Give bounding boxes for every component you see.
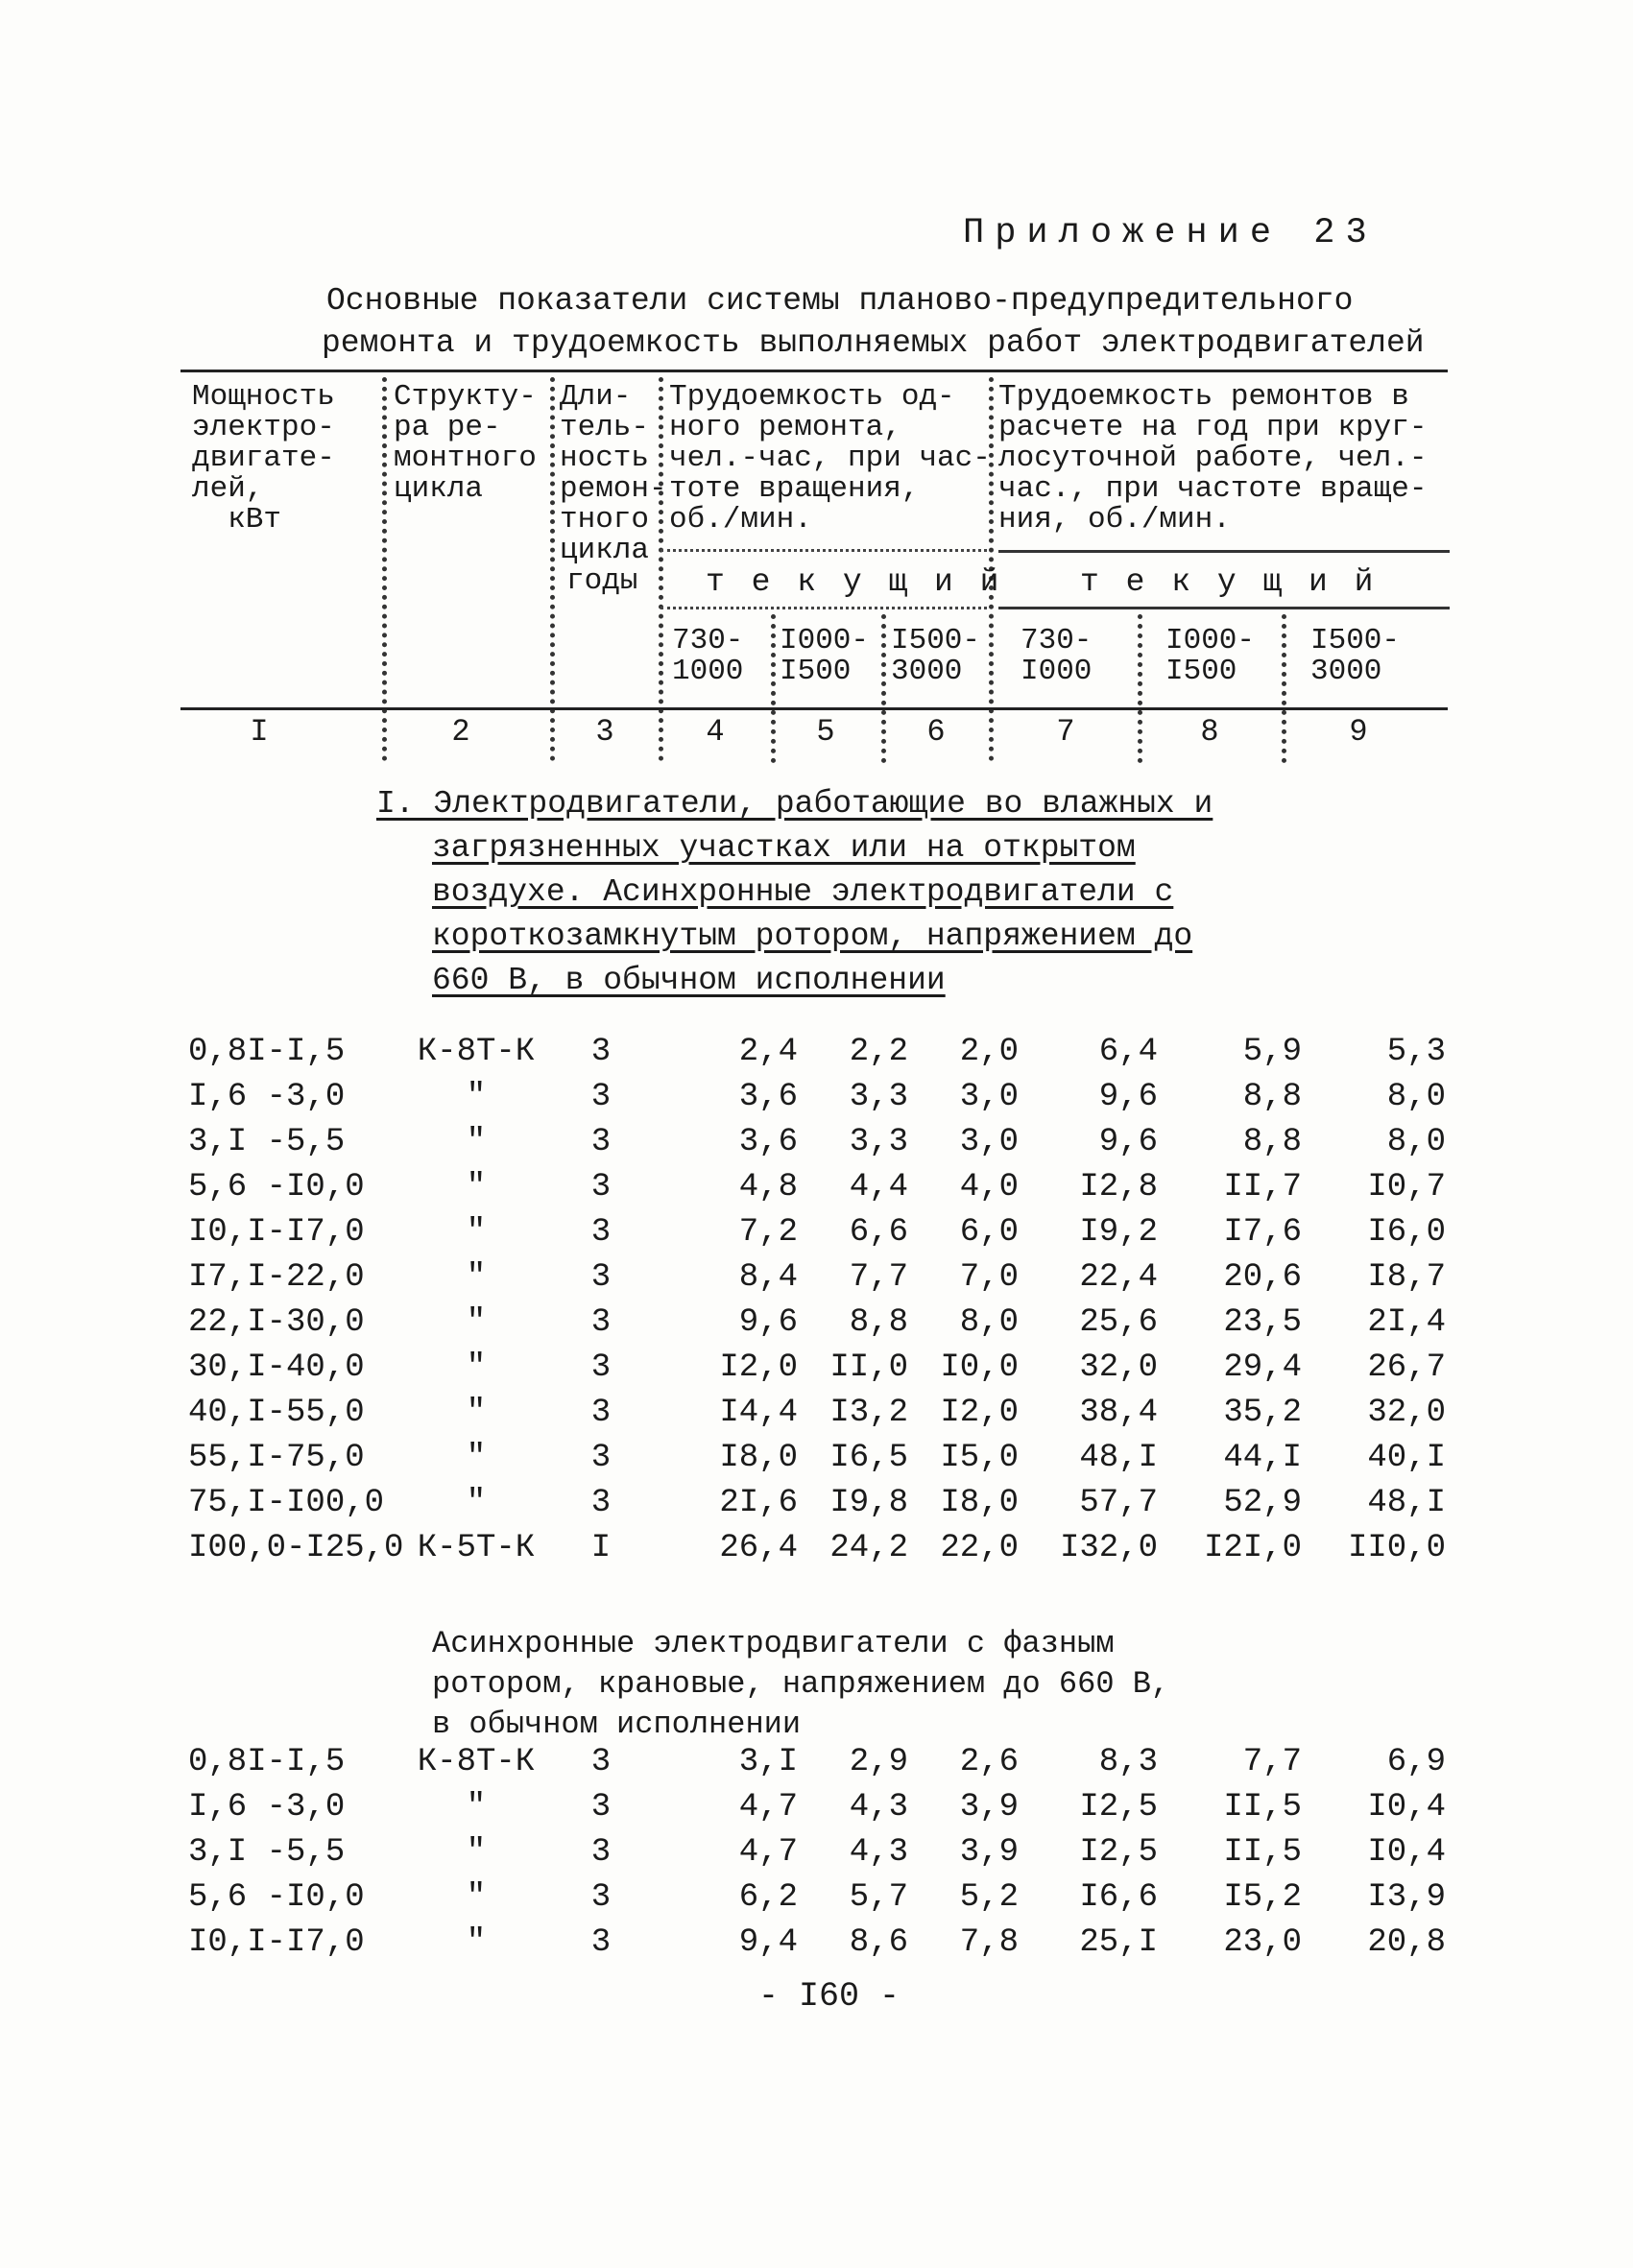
- column-number: 6: [926, 714, 946, 750]
- header-duration-units: годы: [566, 564, 638, 598]
- annual-1000-cell: II,7: [1223, 1168, 1302, 1206]
- labor-730-cell: 2,4: [738, 1033, 798, 1070]
- labor-1000-cell: 24,2: [829, 1529, 908, 1566]
- duration-cell: 3: [590, 1439, 612, 1476]
- labor-730-cell: 9,6: [738, 1303, 798, 1341]
- labor-1500-cell: I5,0: [940, 1439, 1019, 1476]
- annual-1000-cell: 8,8: [1242, 1078, 1302, 1115]
- structure-cell: ": [466, 1878, 487, 1916]
- structure-cell: К-8Т-К: [417, 1033, 536, 1070]
- labor-730-cell: 4,7: [738, 1833, 798, 1871]
- data-table-1: [188, 1029, 1446, 1570]
- annual-730-cell: 9,6: [1098, 1078, 1158, 1115]
- column-number: I: [250, 714, 269, 750]
- annual-1500-cell: 32,0: [1367, 1394, 1446, 1431]
- section-2-heading: [432, 1624, 1169, 1745]
- power-cell: 0,8I-I,5: [188, 1743, 346, 1780]
- annual-1000-cell: 23,0: [1223, 1923, 1302, 1961]
- table-row: [188, 1390, 1446, 1435]
- structure-cell: ": [466, 1349, 487, 1386]
- structure-cell: К-5Т-К: [417, 1529, 536, 1566]
- duration-cell: 3: [590, 1303, 612, 1341]
- data-table-2: [188, 1739, 1446, 1965]
- table-row: [188, 1874, 1446, 1920]
- annual-1000-cell: 29,4: [1223, 1349, 1302, 1386]
- header-current-annual: т е к у щ и й: [1080, 564, 1378, 600]
- annual-1500-cell: 40,I: [1367, 1439, 1446, 1476]
- annual-730-cell: 8,3: [1098, 1743, 1158, 1780]
- section-1-line: короткозамкнутым ротором, напряжением до: [432, 919, 1193, 954]
- header-labor-single: Трудоемкость од- ного ремонта, чел.-час, при час- тоте вращения, об./мин.: [669, 380, 991, 537]
- annual-1000-cell: 23,5: [1223, 1303, 1302, 1341]
- labor-1500-cell: 6,0: [959, 1213, 1019, 1251]
- annual-1000-cell: II,5: [1223, 1788, 1302, 1826]
- power-cell: I,6 -3,0: [188, 1788, 346, 1826]
- labor-1000-cell: 4,4: [849, 1168, 908, 1206]
- labor-730-cell: 9,4: [738, 1923, 798, 1961]
- annual-730-cell: 25,I: [1079, 1923, 1158, 1961]
- header-current-single: т е к у щ и й: [706, 564, 1003, 600]
- duration-cell: 3: [590, 1123, 612, 1160]
- annual-1500-cell: 5,3: [1386, 1033, 1446, 1070]
- table-row: [188, 1920, 1446, 1965]
- duration-cell: 3: [590, 1168, 612, 1206]
- column-number: 9: [1349, 714, 1368, 750]
- structure-cell: ": [466, 1168, 487, 1206]
- structure-cell: ": [466, 1923, 487, 1961]
- labor-1500-cell: 2,0: [959, 1033, 1019, 1070]
- duration-cell: 3: [590, 1923, 612, 1961]
- duration-cell: 3: [590, 1349, 612, 1386]
- power-cell: 55,I-75,0: [188, 1439, 365, 1476]
- structure-cell: К-8Т-К: [417, 1743, 536, 1780]
- labor-730-cell: 7,2: [738, 1213, 798, 1251]
- structure-cell: ": [466, 1788, 487, 1826]
- column-number: 2: [451, 714, 470, 750]
- table-row: [188, 1525, 1446, 1570]
- power-cell: I00,0-I25,0: [188, 1529, 404, 1566]
- structure-cell: ": [466, 1258, 487, 1296]
- column-number: 4: [706, 714, 725, 750]
- table-row: [188, 1209, 1446, 1254]
- labor-1500-cell: 3,9: [959, 1788, 1019, 1826]
- table-row: [188, 1074, 1446, 1119]
- table-row: [188, 1435, 1446, 1480]
- annual-1000-cell: 5,9: [1242, 1033, 1302, 1070]
- power-cell: 22,I-30,0: [188, 1303, 365, 1341]
- labor-1000-cell: 8,8: [849, 1303, 908, 1341]
- power-cell: I,6 -3,0: [188, 1078, 346, 1115]
- duration-cell: 3: [590, 1788, 612, 1826]
- table-row: [188, 1254, 1446, 1300]
- annual-1000-cell: 7,7: [1242, 1743, 1302, 1780]
- header-rpm-1500-3000: I500- 3000: [891, 624, 981, 688]
- labor-1000-cell: 7,7: [849, 1258, 908, 1296]
- table-row: [188, 1300, 1446, 1345]
- power-cell: 30,I-40,0: [188, 1349, 365, 1386]
- duration-cell: 3: [590, 1258, 612, 1296]
- annual-730-cell: I32,0: [1059, 1529, 1158, 1566]
- section-1-line: I. Электродвигатели, работающие во влажных и: [376, 786, 1213, 822]
- annual-1500-cell: 6,9: [1386, 1743, 1446, 1780]
- header-rpm-730-1000-annual: 730- I000: [1021, 624, 1093, 688]
- labor-1000-cell: 3,3: [849, 1078, 908, 1115]
- annual-1000-cell: 44,I: [1223, 1439, 1302, 1476]
- section-2-line: ротором, крановые, напряжением до 660 В,: [432, 1666, 1170, 1702]
- annual-730-cell: I9,2: [1079, 1213, 1158, 1251]
- table-row: [188, 1739, 1446, 1784]
- labor-1000-cell: 4,3: [849, 1788, 908, 1826]
- power-cell: I0,I-I7,0: [188, 1923, 365, 1961]
- column-number: 3: [595, 714, 614, 750]
- labor-730-cell: 3,6: [738, 1078, 798, 1115]
- labor-730-cell: 6,2: [738, 1878, 798, 1916]
- table-row: [188, 1784, 1446, 1829]
- annual-730-cell: 32,0: [1079, 1349, 1158, 1386]
- structure-cell: ": [466, 1394, 487, 1431]
- header-labor-annual: Трудоемкость ремонтов в расчете на год при круг- лосуточной работе, чел.- час., при частоте враще- ния, об./мин.: [998, 380, 1428, 537]
- labor-1500-cell: 3,9: [959, 1833, 1019, 1871]
- labor-1000-cell: 2,9: [849, 1743, 908, 1780]
- header-power: Мощность электро- двигате- лей, кВт: [192, 380, 335, 537]
- power-cell: 5,6 -I0,0: [188, 1168, 365, 1206]
- annual-730-cell: 6,4: [1098, 1033, 1158, 1070]
- structure-cell: ": [466, 1213, 487, 1251]
- annual-1000-cell: II,5: [1223, 1833, 1302, 1871]
- duration-cell: 3: [590, 1213, 612, 1251]
- labor-1500-cell: 5,2: [959, 1878, 1019, 1916]
- labor-1500-cell: 2,6: [959, 1743, 1019, 1780]
- duration-cell: 3: [590, 1078, 612, 1115]
- annual-1000-cell: 35,2: [1223, 1394, 1302, 1431]
- labor-730-cell: I8,0: [719, 1439, 798, 1476]
- labor-1500-cell: 7,0: [959, 1258, 1019, 1296]
- annual-730-cell: 48,I: [1079, 1439, 1158, 1476]
- structure-cell: ": [466, 1439, 487, 1476]
- labor-1500-cell: I8,0: [940, 1484, 1019, 1521]
- labor-1500-cell: I0,0: [940, 1349, 1019, 1386]
- labor-1000-cell: 4,3: [849, 1833, 908, 1871]
- header-structure: Структу- ра ре- монтного цикла: [394, 380, 537, 506]
- labor-1500-cell: 3,0: [959, 1078, 1019, 1115]
- labor-730-cell: 3,I: [738, 1743, 798, 1780]
- labor-1000-cell: II,0: [829, 1349, 908, 1386]
- table-row: [188, 1119, 1446, 1164]
- header-rpm-1000-1500: I000- I500: [780, 624, 870, 688]
- annual-1000-cell: 8,8: [1242, 1123, 1302, 1160]
- labor-1500-cell: 3,0: [959, 1123, 1019, 1160]
- structure-cell: ": [466, 1078, 487, 1115]
- table-row: [188, 1345, 1446, 1390]
- labor-1500-cell: 22,0: [940, 1529, 1019, 1566]
- column-number: 5: [816, 714, 835, 750]
- labor-1000-cell: I3,2: [829, 1394, 908, 1431]
- duration-cell: 3: [590, 1743, 612, 1780]
- header-rpm-730-1000: 730- 1000: [672, 624, 744, 688]
- duration-cell: 3: [590, 1484, 612, 1521]
- annual-1500-cell: 8,0: [1386, 1123, 1446, 1160]
- annual-1500-cell: I6,0: [1367, 1213, 1446, 1251]
- labor-730-cell: 4,8: [738, 1168, 798, 1206]
- section-1-line: 660 В, в обычном исполнении: [432, 963, 946, 998]
- annual-1500-cell: 8,0: [1386, 1078, 1446, 1115]
- annual-730-cell: 9,6: [1098, 1123, 1158, 1160]
- document-title: [322, 280, 1425, 365]
- annual-730-cell: I2,8: [1079, 1168, 1158, 1206]
- labor-1500-cell: 8,0: [959, 1303, 1019, 1341]
- labor-1500-cell: I2,0: [940, 1394, 1019, 1431]
- table-row: [188, 1164, 1446, 1209]
- annual-1500-cell: I0,4: [1367, 1788, 1446, 1826]
- annual-1500-cell: I0,7: [1367, 1168, 1446, 1206]
- labor-730-cell: 26,4: [719, 1529, 798, 1566]
- labor-730-cell: 3,6: [738, 1123, 798, 1160]
- annual-730-cell: 38,4: [1079, 1394, 1158, 1431]
- power-cell: I0,I-I7,0: [188, 1213, 365, 1251]
- labor-1000-cell: 5,7: [849, 1878, 908, 1916]
- labor-1500-cell: 7,8: [959, 1923, 1019, 1961]
- labor-730-cell: 2I,6: [719, 1484, 798, 1521]
- power-cell: I7,I-22,0: [188, 1258, 365, 1296]
- annual-1500-cell: II0,0: [1347, 1529, 1446, 1566]
- power-cell: 75,I-I00,0: [188, 1484, 385, 1521]
- labor-730-cell: 4,7: [738, 1788, 798, 1826]
- annual-1000-cell: I7,6: [1223, 1213, 1302, 1251]
- power-cell: 5,6 -I0,0: [188, 1878, 365, 1916]
- annual-730-cell: 25,6: [1079, 1303, 1158, 1341]
- power-cell: 40,I-55,0: [188, 1394, 365, 1431]
- header-rpm-1000-1500-annual: I000- I500: [1165, 624, 1256, 688]
- title-line-2: ремонта и трудоемкость выполняемых работ электродвигателей: [322, 325, 1425, 361]
- labor-1000-cell: 8,6: [849, 1923, 908, 1961]
- labor-730-cell: 8,4: [738, 1258, 798, 1296]
- annual-1500-cell: 48,I: [1367, 1484, 1446, 1521]
- annual-730-cell: I6,6: [1079, 1878, 1158, 1916]
- annual-1500-cell: I0,4: [1367, 1833, 1446, 1871]
- labor-1000-cell: 3,3: [849, 1123, 908, 1160]
- labor-1000-cell: I6,5: [829, 1439, 908, 1476]
- annual-1000-cell: I5,2: [1223, 1878, 1302, 1916]
- annual-730-cell: 22,4: [1079, 1258, 1158, 1296]
- labor-730-cell: I4,4: [719, 1394, 798, 1431]
- annual-1000-cell: 52,9: [1223, 1484, 1302, 1521]
- table-row: [188, 1829, 1446, 1874]
- labor-1000-cell: I9,8: [829, 1484, 908, 1521]
- labor-730-cell: I2,0: [719, 1349, 798, 1386]
- labor-1000-cell: 6,6: [849, 1213, 908, 1251]
- header-duration: Дли- тель- ность ремон- тного цикла: [560, 380, 667, 567]
- page-number: - I60 -: [758, 1977, 901, 2016]
- duration-cell: I: [590, 1529, 612, 1566]
- table-row: [188, 1480, 1446, 1525]
- structure-cell: ": [466, 1833, 487, 1871]
- section-1-line: загрязненных участках или на открытом: [432, 830, 1136, 866]
- labor-1000-cell: 2,2: [849, 1033, 908, 1070]
- structure-cell: ": [466, 1123, 487, 1160]
- annual-730-cell: I2,5: [1079, 1788, 1158, 1826]
- annual-1500-cell: I8,7: [1367, 1258, 1446, 1296]
- duration-cell: 3: [590, 1878, 612, 1916]
- header-rpm-1500-3000-annual: I500- 3000: [1310, 624, 1401, 688]
- section-1-line: воздухе. Асинхронные электродвигатели с: [432, 874, 1174, 910]
- annual-1000-cell: 20,6: [1223, 1258, 1302, 1296]
- structure-cell: ": [466, 1303, 487, 1341]
- annual-730-cell: 57,7: [1079, 1484, 1158, 1521]
- appendix-label: Приложение 23: [963, 213, 1378, 253]
- annual-1500-cell: I3,9: [1367, 1878, 1446, 1916]
- column-number: 8: [1200, 714, 1219, 750]
- annual-730-cell: I2,5: [1079, 1833, 1158, 1871]
- annual-1000-cell: I2I,0: [1203, 1529, 1302, 1566]
- section-2-line: Асинхронные электродвигатели с фазным: [432, 1626, 1115, 1661]
- title-line-1: Основные показатели системы планово-предупредительного: [326, 283, 1354, 319]
- duration-cell: 3: [590, 1033, 612, 1070]
- section-2-line: в обычном исполнении: [432, 1707, 802, 1742]
- structure-cell: ": [466, 1484, 487, 1521]
- annual-1500-cell: 26,7: [1367, 1349, 1446, 1386]
- power-cell: 3,I -5,5: [188, 1833, 346, 1871]
- power-cell: 0,8I-I,5: [188, 1033, 346, 1070]
- annual-1500-cell: 2I,4: [1367, 1303, 1446, 1341]
- section-1-heading: [376, 782, 1213, 1003]
- table-row: [188, 1029, 1446, 1074]
- duration-cell: 3: [590, 1394, 612, 1431]
- annual-1500-cell: 20,8: [1367, 1923, 1446, 1961]
- duration-cell: 3: [590, 1833, 612, 1871]
- labor-1500-cell: 4,0: [959, 1168, 1019, 1206]
- power-cell: 3,I -5,5: [188, 1123, 346, 1160]
- column-number: 7: [1056, 714, 1075, 750]
